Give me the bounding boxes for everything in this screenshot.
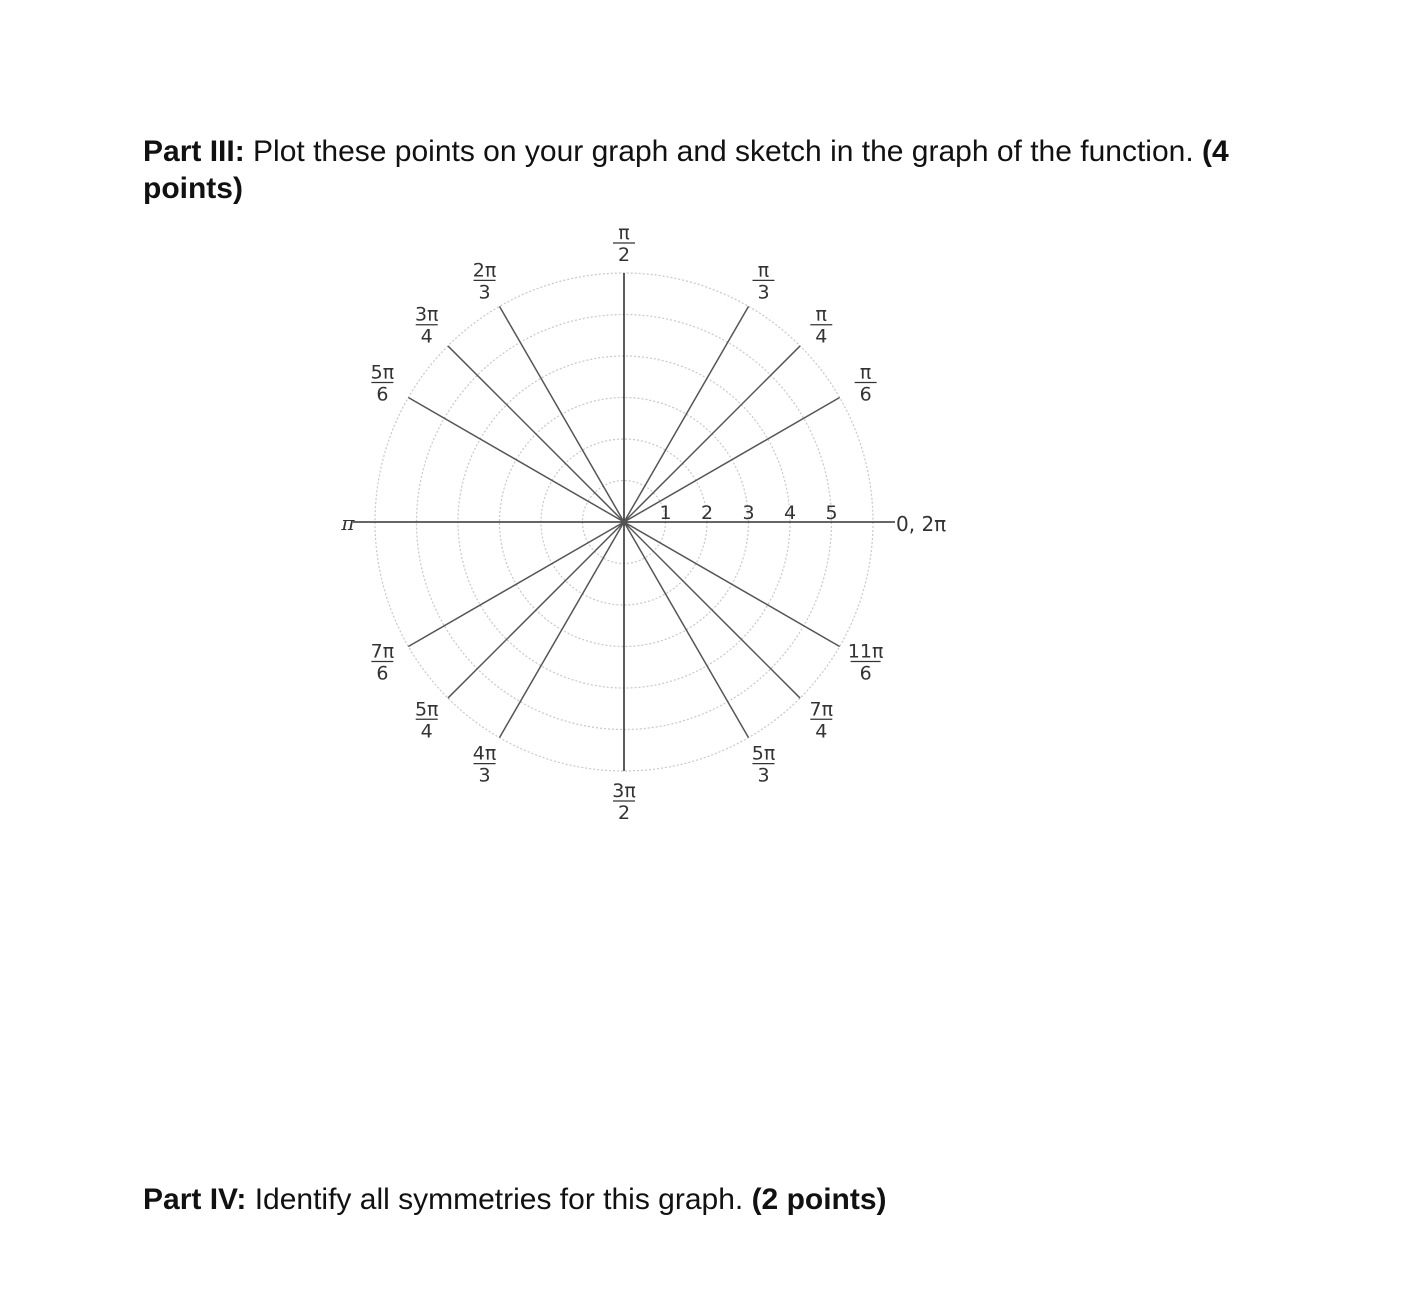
angle-ray xyxy=(624,306,749,522)
radial-label: 4 xyxy=(783,502,797,524)
angle-label-denominator: 6 xyxy=(376,662,389,685)
angle-label xyxy=(848,641,884,685)
angle-label xyxy=(613,222,635,266)
angle-label-denominator: 2 xyxy=(617,244,631,266)
radial-label: 2 xyxy=(700,502,714,524)
angle-label-numerator: 5π xyxy=(751,742,776,765)
angle-label-denominator: 3 xyxy=(757,281,770,304)
part-iii-instructions xyxy=(143,133,1263,207)
radial-label: 3 xyxy=(742,502,755,524)
radial-scale-labels xyxy=(659,502,837,524)
angle-label-denominator: 3 xyxy=(478,281,491,304)
angle-label xyxy=(612,780,636,824)
radial-label: 5 xyxy=(825,502,838,524)
part-iv-text: Identify all symmetries for this graph. xyxy=(246,1183,752,1216)
angle-label xyxy=(473,743,497,787)
angle-label xyxy=(371,362,395,406)
angle-label xyxy=(753,259,775,303)
angle-ray xyxy=(624,522,749,738)
part-iv-label: Part IV: xyxy=(143,1183,247,1216)
pi-axis-label: π xyxy=(341,511,355,535)
angle-label xyxy=(810,304,832,348)
angle-ray xyxy=(624,522,840,647)
angle-label xyxy=(473,259,497,303)
zero-2pi-axis-label: 0, 2π xyxy=(896,512,947,536)
angle-label-denominator: 4 xyxy=(420,720,433,743)
angle-label-numerator: π xyxy=(618,222,630,244)
angle-label xyxy=(415,304,439,348)
angle-ray xyxy=(448,522,624,698)
angle-ray xyxy=(624,346,800,522)
angle-label-denominator: 6 xyxy=(859,662,872,685)
angle-ray xyxy=(500,306,625,522)
angle-label-numerator: 3π xyxy=(612,780,636,802)
angle-label-denominator: 6 xyxy=(859,383,872,406)
angle-label xyxy=(752,743,776,787)
part-iii-points: (4 points) xyxy=(143,135,1229,205)
angle-label xyxy=(855,362,877,406)
angle-ray xyxy=(448,346,624,522)
angle-label-denominator: 2 xyxy=(617,802,631,824)
angle-label-numerator: 7π xyxy=(370,640,395,663)
part-iii-text: Plot these points on your graph and sketch in the graph of the function. xyxy=(244,135,1202,168)
angle-label-numerator: 2π xyxy=(472,259,497,282)
angle-ray xyxy=(500,522,625,738)
angle-label-denominator: 4 xyxy=(815,325,828,348)
angle-label-numerator: 4π xyxy=(472,742,497,765)
angle-label-numerator: π xyxy=(757,259,770,282)
angle-label-numerator: 11π xyxy=(847,640,884,663)
part-iv-instructions xyxy=(143,1181,1343,1218)
angle-label-denominator: 4 xyxy=(420,325,433,348)
part-iii-label: Part III: xyxy=(143,135,245,168)
axis-labels xyxy=(340,511,946,536)
angle-ray xyxy=(624,522,800,698)
angle-label-denominator: 3 xyxy=(757,764,770,787)
radial-label: 1 xyxy=(659,502,672,524)
angle-label-numerator: π xyxy=(859,361,872,384)
angle-ray xyxy=(408,522,624,647)
angle-label-denominator: 4 xyxy=(815,720,828,743)
part-iv-points: (2 points) xyxy=(751,1183,887,1216)
angle-ray xyxy=(408,398,624,523)
angle-label-denominator: 3 xyxy=(478,764,491,787)
angle-label-numerator: 7π xyxy=(809,698,834,721)
angle-label-numerator: π xyxy=(815,303,828,326)
angle-label-numerator: 3π xyxy=(414,303,439,326)
angle-label-denominator: 6 xyxy=(376,383,389,406)
angle-label-numerator: 5π xyxy=(414,698,439,721)
angle-label xyxy=(371,641,395,685)
angle-label xyxy=(415,698,439,742)
angle-label xyxy=(810,698,834,742)
polar-graph[interactable] xyxy=(320,200,980,860)
angle-label-numerator: 5π xyxy=(370,361,395,384)
angle-rays xyxy=(353,273,895,771)
angle-ray xyxy=(624,398,840,523)
